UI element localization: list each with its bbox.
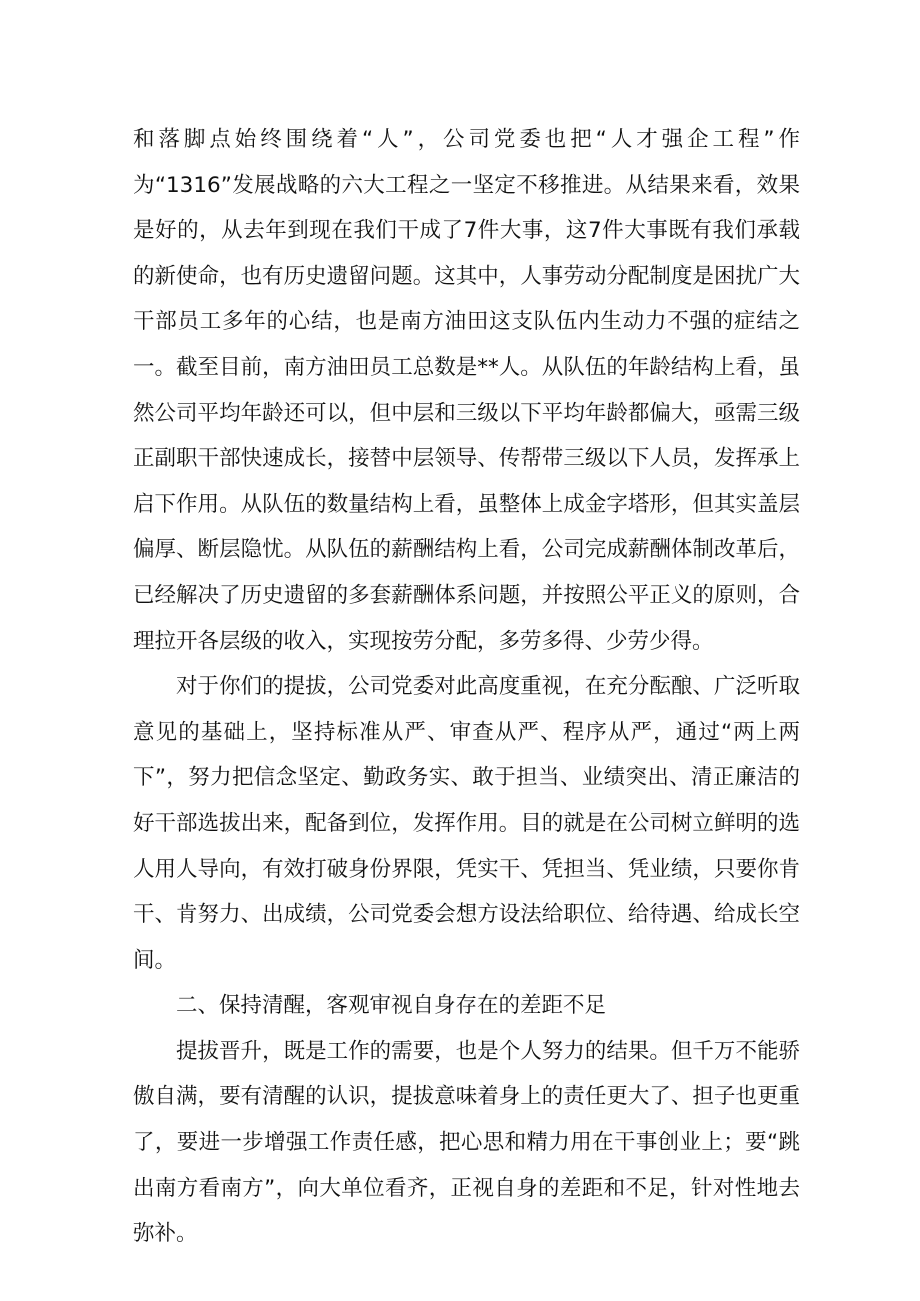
body-paragraph-talent-strategy: 和落脚点始终围绕着“人”，公司党委也把“人才强企工程”作为“1316”发展战略的六大工程之一坚定不移推进。从结果来看，效果是好的，从去年到现在我们干成了7件大事，这7件大事既有我们承载的新使命，也有历史遗留问题。这其中，人事劳动分配制度是困扰广大干部员工多年的心结，也是南方油田这支队伍内生动力不强的症结之一。截至目前，南方油田员工总数是**人。从队伍的年龄结构上看，虽然公司平均年龄还可以，但中层和三级以下平均年龄都偏大，亟需三级正副职干部快速成长，接替中层领导、传帮带三级以下人员，发挥承上启下作用。从队伍的数量结构上看，虽整体上成金字塔形，但其实盖层偏厚、断层隐忧。从队伍的薪酬结构上看，公司完成薪酬体制改革后，已经解决了历史遗留的多套薪酬体系问题，并按照公平正义的原则，合理拉开各层级的收入，实现按劳分配，多劳多得、少劳少得。	[133, 127, 800, 654]
section-heading-stay-sober: 二、保持清醒，客观审视自身存在的差距不足	[176, 993, 607, 1019]
body-paragraph-self-assessment: 提拔晋升，既是工作的需要，也是个人努力的结果。但千万不能骄傲自满，要有清醒的认识，提拔意味着身上的责任更大了、担子也更重了，要进一步增强工作责任感，把心思和精力用在干事创业上；要“跳出南方看南方”，向大单位看齐，正视自身的差距和不足，针对性地去弥补。	[133, 1038, 800, 1247]
body-paragraph-promotion-process: 对于你们的提拔，公司党委对此高度重视，在充分酝酿、广泛听取意见的基础上，坚持标准从严、审查从严、程序从严，通过“两上两下”，努力把信念坚定、勤政务实、敢于担当、业绩突出、清正廉洁的好干部选拔出来，配备到位，发挥作用。目的就是在公司树立鲜明的选人用人导向，有效打破身份界限，凭实干、凭担当、凭业绩，只要你肯干、肯努力、出成绩，公司党委会想方设法给职位、给待遇、给成长空间。	[133, 674, 800, 973]
document-page	[133, 117, 800, 1257]
